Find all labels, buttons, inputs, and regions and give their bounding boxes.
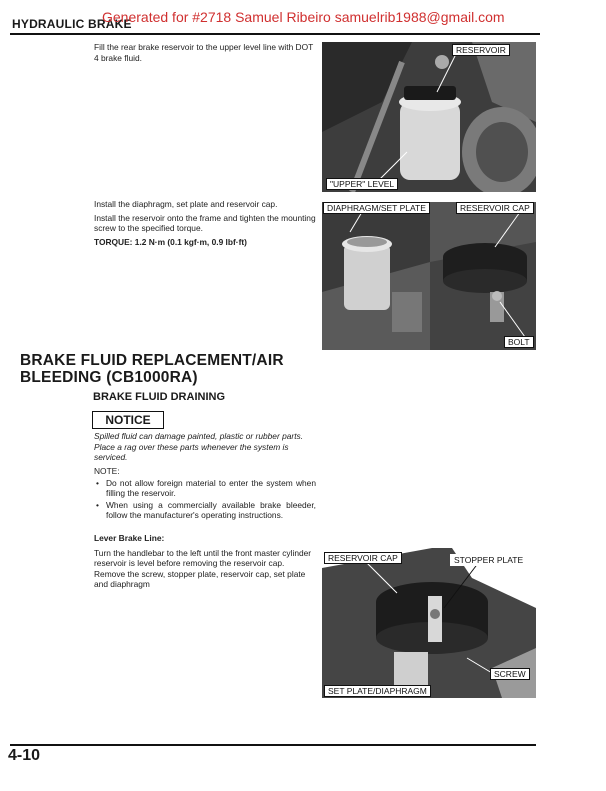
label-reservoir-cap: RESERVOIR CAP [456, 202, 534, 214]
section-title-line1: BRAKE FLUID REPLACEMENT/AIR [20, 352, 284, 369]
lever-remove-screw-text: Remove the screw, stopper plate, reservoir cap, set plate and diaphragm [94, 568, 306, 589]
page-number: 4-10 [8, 747, 41, 764]
section-header-title: HYDRAULIC BRAKE [12, 17, 132, 31]
notice-text: Spilled fluid can damage painted, plastic or rubber parts. Place a rag over these parts whenever the system is serviced. [94, 431, 304, 462]
label-screw: SCREW [490, 668, 530, 680]
label-bolt: BOLT [504, 336, 534, 348]
lever-brake-line-heading: Lever Brake Line: [94, 533, 165, 543]
rear-reservoir-illustration [322, 42, 536, 192]
install-diaphragm-text: Install the diaphragm, set plate and reservoir cap. [94, 199, 278, 209]
watermark-text: Generated for #2718 Samuel Ribeiro samuelrib1988@gmail.com [102, 9, 505, 25]
label-reservoir-cap-2: RESERVOIR CAP [324, 552, 402, 564]
label-stopper-plate: STOPPER PLATE [450, 554, 527, 566]
photo-rear-reservoir [322, 42, 536, 192]
torque-spec: TORQUE: 1.2 N·m (0.1 kgf·m, 0.9 lbf·ft) [94, 236, 247, 247]
note-block [94, 466, 316, 522]
photo-master-cylinder [322, 548, 536, 698]
notice-label: NOTICE [92, 411, 164, 429]
note-label: NOTE: [94, 466, 120, 476]
fill-reservoir-text: Fill the rear brake reservoir to the upper level line with DOT 4 brake fluid. [94, 42, 314, 63]
label-reservoir: RESERVOIR [452, 44, 510, 56]
label-diaphragm-set-plate: DIAPHRAGM/SET PLATE [323, 202, 430, 214]
photo-diaphragm-set-plate [322, 202, 430, 350]
label-set-plate-diaphragm: SET PLATE/DIAPHRAGM [324, 685, 431, 697]
header-rule [10, 33, 540, 35]
step-fill-reservoir [94, 42, 320, 66]
lever-brake-line-block [94, 533, 316, 593]
note-item: • When using a commercially available brake bleeder, follow the manufacturer's operating instructions. [106, 500, 316, 521]
lever-turn-handlebar-text: Turn the handlebar to the left until the front master cylinder reservoir is level before removing the reservoir cap. [94, 547, 312, 568]
footer-rule [10, 744, 536, 746]
reservoir-cap-illustration [430, 202, 536, 350]
photo-reservoir-cap [430, 202, 536, 350]
note-list [94, 478, 316, 521]
subsection-title: BRAKE FLUID DRAINING [93, 391, 225, 403]
section-title [20, 352, 284, 386]
section-title-line2: BLEEDING (CB1000RA) [20, 369, 198, 386]
diaphragm-illustration [322, 202, 430, 350]
label-upper-level: "UPPER" LEVEL [326, 178, 398, 190]
install-reservoir-text: Install the reservoir onto the frame and tighten the mounting screw to the specified torque. [94, 212, 316, 233]
note-item: • Do not allow foreign material to enter the system when filling the reservoir. [106, 478, 316, 499]
step-install-diaphragm [94, 199, 316, 250]
